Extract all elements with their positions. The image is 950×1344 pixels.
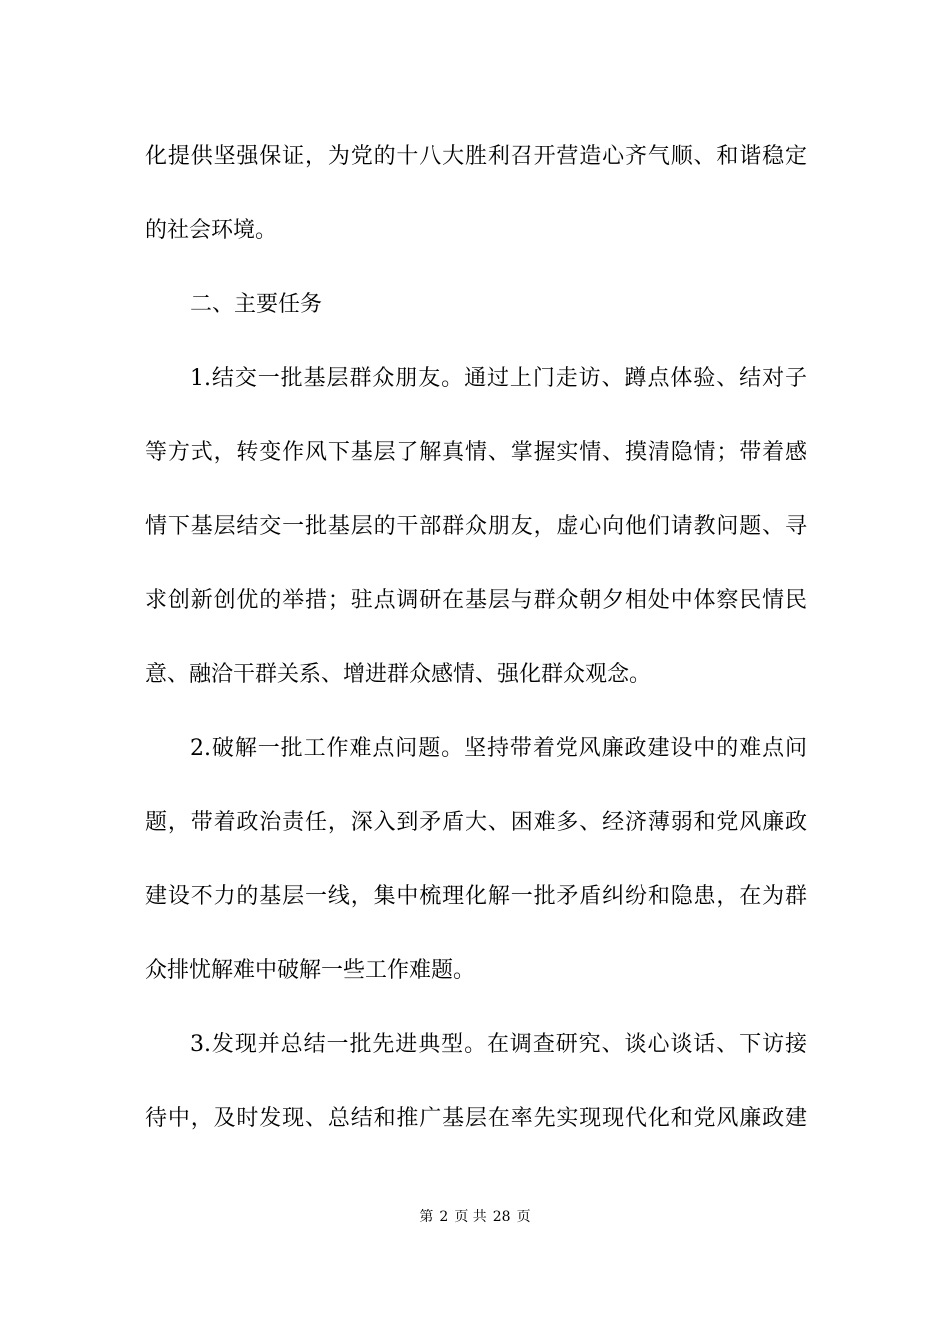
text-line: 3.发现并总结一批先进典型。在调查研究、谈心谈话、下访接: [190, 1032, 807, 1057]
footer-prefix: 第: [419, 1209, 434, 1225]
text-line: 众排忧解难中破解一些工作难题。: [145, 958, 476, 983]
text-line: 意、融洽干群关系、增进群众感情、强化群众观念。: [145, 662, 652, 687]
text-line: 求创新创优的举措；驻点调研在基层与群众朝夕相处中体察民情民: [145, 588, 807, 613]
text-line: 2.破解一批工作难点问题。坚持带着党风廉政建设中的难点问: [190, 736, 807, 761]
footer-middle: 页 共: [454, 1209, 487, 1225]
text-line: 的社会环境。: [145, 218, 278, 243]
text-line: 题，带着政治责任，深入到矛盾大、困难多、经济薄弱和党风廉政: [145, 810, 807, 835]
text-line: 情下基层结交一批基层的干部群众朋友，虚心向他们请教问题、寻: [145, 514, 807, 539]
text-line: 建设不力的基层一线，集中梳理化解一批矛盾纠纷和隐患，在为群: [145, 884, 807, 909]
footer-total-pages: 28: [492, 1209, 511, 1225]
footer-suffix: 页: [516, 1209, 531, 1225]
text-line: 等方式，转变作风下基层了解真情、掌握实情、摸清隐情；带着感: [145, 440, 807, 465]
section-heading: 二、主要任务: [190, 292, 323, 317]
footer-page-number: 2: [439, 1209, 449, 1225]
text-line: 化提供坚强保证，为党的十八大胜利召开营造心齐气顺、和谐稳定: [145, 144, 807, 169]
text-line: 待中，及时发现、总结和推广基层在率先实现现代化和党风廉政建: [145, 1106, 807, 1131]
page-footer: [0, 1207, 950, 1227]
text-line: 1.结交一批基层群众朋友。通过上门走访、蹲点体验、结对子: [190, 366, 807, 391]
